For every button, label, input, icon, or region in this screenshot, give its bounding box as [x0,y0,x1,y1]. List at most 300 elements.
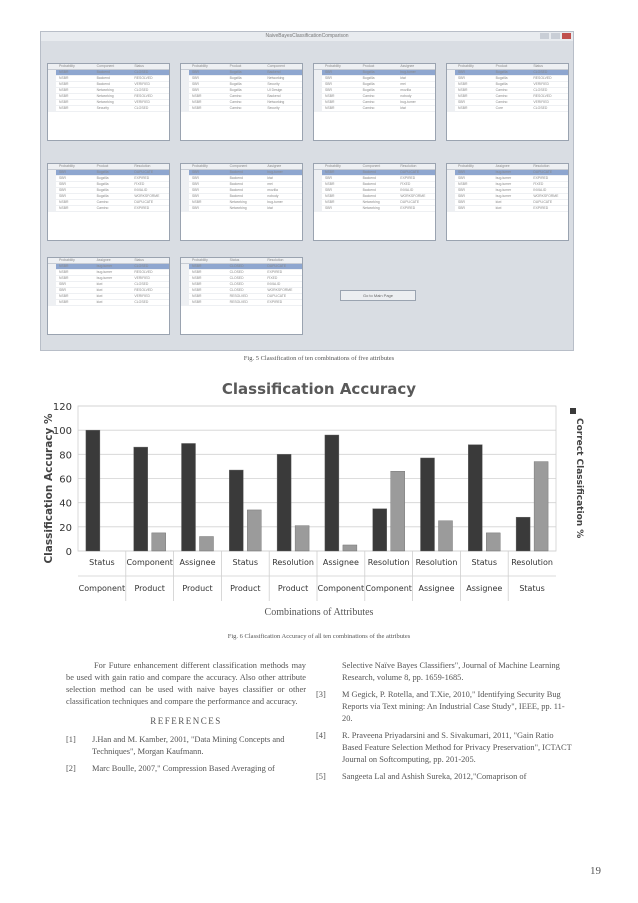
data-grid[interactable] [47,257,170,335]
grid-cell: SBR [325,70,332,74]
grid-cell: mei [267,182,273,186]
grid-cell: CLOSED [134,106,149,110]
grid-cell: bug-tumer [96,264,113,268]
grid-cell: SBR [192,70,199,74]
fig5-caption: Fig. 5 Classification of ten combinations of five attributes [243,355,395,362]
grid-cell: Backend [267,94,281,98]
x-tick-label: Status [232,558,259,567]
maximize-icon[interactable] [551,33,560,39]
grid-cell: CLOSED [533,106,548,110]
grid-cell: Bugzilla [229,76,242,80]
grid-cell: CLOSED [134,282,149,286]
grid-cell: bug-tumer [495,194,512,198]
grid-cell: EXPIRED [267,270,283,274]
grid-cell: Bugzilla [495,76,508,80]
grid-column-header[interactable]: Probability [325,164,341,168]
bar-correct [468,445,482,551]
grid-cell: Backend [362,176,376,180]
grid-cell: Bugzilla [495,70,508,74]
window-controls [540,33,571,39]
grid-cell: NSBR [192,100,202,104]
grid-cell: SBR [192,76,199,80]
grid-cell: Bugzilla [362,70,375,74]
grid-cell: NSBR [59,106,69,110]
reference-text: J.Han and M. Kamber, 2001, "Data Mining Concepts and Techniques", Morgan Kaufmann. [92,735,285,756]
grid-cell: bug-tumer [495,176,512,180]
grid-column-header[interactable]: Status [229,258,240,262]
grid-cell: NSBR [325,182,335,186]
grid-cell: NSBR [325,170,335,174]
grid-cell: bug-tumer [267,170,283,174]
grid-cell: SBR [192,82,199,86]
grid-cell: NSBR [458,82,468,86]
grid-cell: Camino [362,94,375,98]
grid-cell: CLOSED [229,270,244,274]
x-tick-label: Component [126,558,173,567]
grid-cell: SBR [458,194,465,198]
bar-incorrect [295,526,309,551]
grid-cell: Networking [96,88,114,92]
grid-cell: CLOSED [229,282,244,286]
grid-cell: kiwi [96,294,103,298]
grid-cell: NSBR [325,200,335,204]
grid-cell: NSBR [192,276,202,280]
grid-cell: VERIFIED [134,100,150,104]
bar-correct [325,435,339,551]
grid-cell: CLOSED [533,88,548,92]
grid-cell: NSBR [192,94,202,98]
grid-cell: Networking [362,206,380,210]
grid-cell: DUPLICATE [533,200,553,204]
grid-cell: SBR [59,182,66,186]
grid-cell: Backend [229,170,243,174]
grid-cell: Camino [96,206,109,210]
grid-column-header[interactable]: Resolution [134,164,151,168]
grid-cell: EXPIRED [134,176,150,180]
x-tick-label: Assignee [179,558,216,567]
grid-cell: Backend [96,82,110,86]
grid-cell: Camino [229,106,242,110]
grid-cell: DUPLICATE [533,170,553,174]
grid-cell: DUPLICATE [267,264,287,268]
grid-column-header[interactable]: Probability [325,64,341,68]
grid-cell: SBR [59,176,66,180]
grid-cell: CLOSED [533,70,548,74]
grid-cell: kiwi [267,176,273,180]
reference-text: Marc Boulle, 2007," Compression Based Averaging of [92,764,275,773]
grid-cell: Bugzilla [96,182,109,186]
grid-cell: SBR [458,200,465,204]
grid-cell: kiwi [96,282,103,286]
grid-cell: Bugzilla [229,88,242,92]
grid-cell: mei [400,82,406,86]
grid-cell: DUPLICATE [267,294,287,298]
grid-column-header[interactable]: Product [362,64,375,68]
grid-cell: NSBR [59,76,69,80]
grid-cell: INVALID [533,188,547,192]
grid-cell: NSBR [192,288,202,292]
table-row[interactable] [447,106,568,112]
grid-cell: NSBR [192,264,202,268]
bar-correct [86,430,100,551]
y-tick-label: 120 [52,402,72,413]
grid-cell: Networking [267,100,285,104]
grid-cell: mozilla [267,188,278,192]
grid-cell: SBR [192,188,199,192]
grid-column-header[interactable]: Assignee [400,64,415,68]
grid-cell: EXPIRED [533,176,549,180]
grid-cell: kiwi [495,200,502,204]
grid-cell: NSBR [192,106,202,110]
grid-cell: NSBR [59,206,69,210]
grid-cell: NSBR [59,264,69,268]
x-tick-label: Resolution [511,558,554,567]
grid-cell: Camino [96,200,109,204]
grid-cell: Backend [362,194,376,198]
fig6-caption: Fig. 6 Classification Accuracy of all ten combinations of the attributes [227,633,411,640]
grid-cell: DUPLICATE [400,170,420,174]
table-row[interactable] [181,106,302,112]
grid-cell: bug-tumer [400,70,416,74]
grid-cell: bug-tumer [96,270,113,274]
grid-column-header[interactable]: Component [229,164,248,168]
grid-column-header[interactable]: Resolution [400,164,417,168]
grid-column-header[interactable]: Probability [192,64,208,68]
go-to-main-page-button[interactable]: Go to Main Page [340,290,416,301]
table-row[interactable] [447,206,568,212]
grid-cell: NSBR [59,294,69,298]
grid-cell: EXPIRED [134,206,150,210]
y-tick-label: 80 [59,450,72,462]
grid-cell: DUPLICATE [400,200,420,204]
grid-cell: SBR [192,176,199,180]
x-tick-label: Assignee [322,558,359,567]
grid-cell: VERIFIED [134,294,150,298]
grid-column-header[interactable]: Assignee [495,164,510,168]
grid-cell: Security [96,106,109,110]
grid-cell: RESOLVED [533,76,552,80]
grid-cell: nobody [267,194,279,198]
screenshot-figure [40,31,574,351]
grid-cell: CLOSED [134,300,149,304]
grid-column-header[interactable]: Product [96,164,109,168]
bar-correct [182,443,196,551]
grid-cell: Backend [229,188,243,192]
y-tick-label: 60 [59,474,72,486]
grid-cell: NSBR [325,194,335,198]
grid-cell: CLOSED [134,264,149,268]
grid-cell: WORKSFORME [267,288,293,292]
grid-cell: Backend [362,170,376,174]
grid-cell: SBR [458,188,465,192]
y-tick-label: 100 [52,426,72,438]
grid-cell: Backend [362,188,376,192]
grid-cell: RESOLVED [229,294,248,298]
legend-swatch [570,408,576,414]
grid-cell: kiwi [400,106,406,110]
grid-cell: NSBR [59,70,69,74]
grid-cell: SBR [458,170,465,174]
x-tick-label: Component [365,584,412,593]
grid-cell: DUPLICATE [134,200,154,204]
grid-column-header[interactable]: Component [96,64,115,68]
grid-cell: NSBR [458,182,468,186]
grid-column-header[interactable]: Resolution [267,258,284,262]
grid-column-header[interactable]: Assignee [267,164,282,168]
grid-cell: SBR [192,206,199,210]
grid-cell: Camino [495,88,508,92]
bar-correct [134,447,148,551]
grid-cell: kiwi [96,288,103,292]
grid-cell: VERIFIED [533,82,549,86]
references-heading: REFERENCES [150,716,222,726]
grid-cell: Bugzilla [362,82,375,86]
grid-cell: SBR [59,288,66,292]
grid-column-header[interactable]: Product [495,64,508,68]
data-grid[interactable] [180,63,303,141]
grid-cell: FIXED [134,182,145,186]
grid-cell: kiwi [495,206,502,210]
reference-text: Selective Naïve Bayes Classifiers", Journal of Machine Learning Research, volume 8, pp. 1659-1685. [342,661,560,682]
grid-cell: bug-tumer [495,188,512,192]
x-tick-label: Resolution [367,558,410,567]
grid-cell: WORKSFORME [533,194,559,198]
minimize-icon[interactable] [540,33,549,39]
grid-cell: FIXED [267,276,278,280]
grid-cell: Bugzilla [96,188,109,192]
bar-correct [277,454,291,551]
grid-cell: Security [267,106,280,110]
grid-column-header[interactable]: Probability [458,64,474,68]
grid-cell: SBR [325,82,332,86]
grid-cell: Core [495,106,504,110]
table-row[interactable] [314,106,435,112]
grid-cell: SBR [458,76,465,80]
grid-cell: kiwi [267,206,273,210]
grid-cell: bug-tumer [400,100,416,104]
grid-cell: NSBR [325,100,335,104]
bar-incorrect [343,545,357,551]
grid-cell: CLOSED [229,276,244,280]
x-tick-label: Assignee [418,584,455,593]
grid-cell: SBR [325,176,332,180]
grid-cell: SBR [59,170,66,174]
grid-cell: WORKSFORME [134,194,160,198]
reference-number: [1] [66,735,76,744]
data-grid[interactable] [446,163,569,241]
grid-cell: bug-tumer [267,200,283,204]
grid-cell: CLOSED [229,288,244,292]
grid-cell: Networking [96,100,114,104]
bar-correct [516,517,530,551]
grid-cell: Networking [267,76,285,80]
grid-cell: VERIFIED [134,276,150,280]
grid-column-header[interactable]: Component [362,164,381,168]
grid-cell: SBR [192,194,199,198]
grid-cell: NSBR [59,82,69,86]
data-grid[interactable] [180,257,303,335]
grid-cell: Backend [96,70,110,74]
table-row[interactable] [181,206,302,212]
grid-column-header[interactable]: Probability [59,258,75,262]
bar-correct [373,509,387,551]
data-grid[interactable] [47,163,170,241]
grid-cell: Networking [362,200,380,204]
reference-item [316,730,572,766]
bar-incorrect [534,462,548,551]
left-column [66,660,306,780]
grid-column-header[interactable]: Resolution [533,164,550,168]
window-titlebar [41,32,573,41]
grid-cell: EXPIRED [400,176,416,180]
grid-cell: NSBR [458,88,468,92]
grid-cell: NSBR [325,94,335,98]
grid-cell: FIXED [400,182,411,186]
grid-cell: EXPIRED [533,206,549,210]
grid-cell: WORKSFORME [400,194,426,198]
grid-cell: SBR [325,76,332,80]
grid-column-header[interactable]: Component [267,64,285,68]
grid-cell: bug-tumer [495,182,512,186]
grid-cell: SBR [192,182,199,186]
x-tick-label: Status [89,558,115,567]
grid-cell: NSBR [59,88,69,92]
window-title: NaiveBayesClassificationComparison [265,33,349,39]
grid-column-header[interactable]: Product [229,64,242,68]
reference-text: M Gegick, P. Rotella, and T.Xie, 2010," Identifying Security Bug Reports via Text mining: An Industrial Case Study", IEEE, pp. 11-20. [342,690,565,723]
grid-cell: EXPIRED [267,300,283,304]
grid-cell: NSBR [458,94,468,98]
x-tick-label: Component [317,584,365,593]
reference-item [316,771,572,783]
table-row[interactable] [48,206,169,212]
grid-cell: NSBR [59,300,69,304]
grid-cell: NSBR [59,200,69,204]
grid-column-header[interactable]: Status [533,64,543,68]
x-tick-label: Status [471,558,498,567]
grid-cell: NSBR [59,100,69,104]
future-enhancement-paragraph: For Future enhancement different classification methods may be used with gain ratio and compare the accuracy. Also other attribute selection method can be used with naive bayes classifier or other classification techniques and compare the performance and accuracy. [66,661,306,706]
grid-cell: bug-tumer [96,276,113,280]
grid-cell: Bugzilla [96,170,109,174]
grid-cell: SBR [458,206,465,210]
grid-cell: Bugzilla [362,76,375,80]
grid-cell: kiwi [400,76,406,80]
grid-cell: Backend [229,182,243,186]
grid-cell: Bugzilla [362,88,375,92]
reference-item [66,734,306,758]
grid-cell: nobody [400,94,412,98]
bar-incorrect [391,471,405,551]
grid-cell: Camino [229,100,242,104]
table-row[interactable] [48,300,169,306]
grid-cell: Backend [267,70,281,74]
grid-cell: RESOLVED [134,288,153,292]
grid-cell: EXPIRED [400,206,416,210]
table-row[interactable] [181,300,302,306]
table-row[interactable] [48,106,169,112]
grid-column-header[interactable]: Status [134,64,144,68]
grid-cell: Camino [362,106,375,110]
bar-incorrect [486,533,500,551]
y-tick-label: 20 [59,522,72,534]
data-grid[interactable] [180,163,303,241]
reference-text: R. Praveena Priyadarsini and S. Sivakumari, 2011, "Gain Ratio Based Feature Selection Method for Privacy Preservation", ICTACT Journal on Softcomputing, pp. 201-205. [342,731,572,764]
reference-number: [2] [66,764,76,773]
grid-cell: SBR [192,88,199,92]
grid-cell: Bugzilla [495,82,508,86]
grid-cell: mozilla [400,88,411,92]
grid-column-header[interactable]: Probability [192,164,208,168]
grid-cell: SBR [325,188,332,192]
x-tick-label: Product [134,584,165,593]
grid-cell: SBR [325,206,332,210]
grid-cell: CLOSED [229,264,244,268]
grid-column-header[interactable]: Probability [59,64,75,68]
grid-cell: RESOLVED [229,300,248,304]
reference-number: [3] [316,690,326,699]
reference-item [316,689,572,725]
grid-cell: NSBR [192,282,202,286]
grid-cell: Bugzilla [96,176,109,180]
x-tick-label: Product [182,584,213,593]
close-icon[interactable] [562,33,571,39]
grid-cell: INVALID [267,282,281,286]
data-grid[interactable] [313,163,436,241]
grid-cell: FIXED [533,182,544,186]
grid-cell: Camino [229,94,242,98]
table-row[interactable] [314,206,435,212]
grid-cell: NSBR [325,106,335,110]
grid-column-header[interactable]: Probability [458,164,474,168]
grid-cell: Camino [495,100,508,104]
grid-cell: CLOSED [134,88,149,92]
grid-column-header[interactable]: Assignee [96,258,111,262]
x-tick-label: Assignee [466,584,503,593]
data-grid[interactable] [313,63,436,141]
grid-column-header[interactable]: Probability [59,164,75,168]
chart-x-axis-title: Combinations of Attributes [264,607,374,618]
grid-cell: NSBR [59,270,69,274]
grid-cell: Camino [495,94,508,98]
grid-cell: NSBR [192,270,202,274]
grid-cell: Backend [96,76,110,80]
grid-cell: NSBR [59,276,69,280]
grid-cell: Camino [362,100,375,104]
grid-cell: SBR [59,188,66,192]
reference-text: Sangeeta Lal and Ashish Sureka, 2012,"Comaprison of [342,772,527,781]
data-grid[interactable] [47,63,170,141]
x-tick-label: Status [519,584,545,593]
grid-cell: RESOLVED [134,76,153,80]
accuracy-bar-chart [40,392,584,602]
reference-continuation [316,660,572,684]
grid-cell: DUPLICATE [134,170,154,174]
reference-item [66,763,306,775]
reference-number: [5] [316,772,326,781]
grid-cell: SBR [458,100,465,104]
grid-cell: NSBR [192,300,202,304]
grid-cell: Networking [229,200,247,204]
grid-cell: Bugzilla [96,194,109,198]
grid-cell: NSBR [192,294,202,298]
data-grid[interactable] [446,63,569,141]
grid-cell: SBR [192,170,199,174]
x-tick-label: Product [277,584,309,593]
legend-entry: Correct Classification % [574,418,584,539]
grid-column-header[interactable]: Status [134,258,144,262]
grid-column-header[interactable]: Probability [192,258,208,262]
